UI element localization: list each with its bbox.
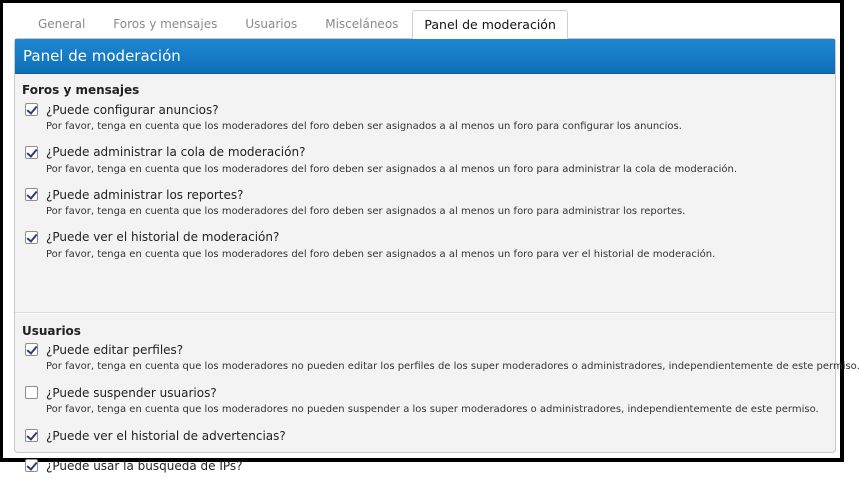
checkbox-mod-log[interactable] xyxy=(25,231,38,244)
permission-item-mod-log xyxy=(22,229,835,272)
checkbox-mod-queue[interactable] xyxy=(25,146,38,159)
tab-forums-posts[interactable]: Foros y mensajes xyxy=(113,17,218,31)
permission-label: ¿Puede editar perfiles? xyxy=(46,342,184,357)
permission-item-mod-queue xyxy=(22,144,835,187)
section-title: Usuarios xyxy=(22,324,81,338)
permission-item-reports xyxy=(22,186,835,229)
checkbox-warning-history[interactable] xyxy=(25,429,38,442)
permission-item-warning-history xyxy=(22,427,835,457)
tab-bar xyxy=(24,10,568,38)
permission-description: Por favor, tenga en cuenta que los moderadores del foro deben ser asignados a al menos un foro para administrar la cola de moderación. xyxy=(46,163,738,175)
checkbox-reports[interactable] xyxy=(25,188,38,201)
tab-misc[interactable]: Misceláneos xyxy=(325,17,399,31)
checkbox-ip-search[interactable] xyxy=(25,459,38,472)
permission-description: Por favor, tenga en cuenta que los moderadores no pueden suspender a los super moderadores o administradores, independientemente de este permiso. xyxy=(46,404,819,415)
tab-general[interactable]: General xyxy=(38,17,86,31)
checkbox-announcements[interactable] xyxy=(25,103,38,116)
panel-title: Panel de moderación xyxy=(15,39,835,74)
permission-item-edit-profiles xyxy=(22,341,860,384)
section-users xyxy=(15,313,860,487)
permission-item-suspend-users xyxy=(22,384,835,427)
permission-description: Por favor, tenga en cuenta que los moderadores del foro deben ser asignados a al menos un foro para administrar los reportes. xyxy=(46,206,686,217)
permission-label: ¿Puede administrar la cola de moderación? xyxy=(46,145,306,159)
moderation-panel xyxy=(14,38,860,473)
permission-label: ¿Puede usar la búsqueda de IPs? xyxy=(46,458,243,473)
permission-label: ¿Puede configurar anuncios? xyxy=(46,102,219,117)
permission-item-ip-search xyxy=(22,457,835,487)
permission-label: ¿Puede suspender usuarios? xyxy=(46,385,217,400)
checkbox-suspend-users[interactable] xyxy=(25,386,38,399)
permission-label: ¿Puede ver el historial de advertencias? xyxy=(46,428,286,443)
section-forums-posts xyxy=(15,74,835,313)
permission-description: Por favor, tenga en cuenta que los moderadores no pueden editar los perfiles de los super moderadores o administradores, independientemente de este permiso. xyxy=(46,361,860,372)
permission-description: Por favor, tenga en cuenta que los moderadores del foro deben ser asignados a al menos un foro para ver el historial de moderación. xyxy=(46,248,716,260)
permission-label: ¿Puede ver el historial de moderación? xyxy=(46,230,280,244)
tab-moderation-panel[interactable]: Panel de moderación xyxy=(412,10,567,39)
section-title: Foros y mensajes xyxy=(22,83,140,97)
permission-label: ¿Puede administrar los reportes? xyxy=(46,187,244,202)
tab-users[interactable]: Usuarios xyxy=(245,17,298,31)
permission-item-announcements xyxy=(22,101,835,144)
checkbox-edit-profiles[interactable] xyxy=(25,343,38,356)
permission-description: Por favor, tenga en cuenta que los moderadores del foro deben ser asignados a al menos un foro para configurar los anuncios. xyxy=(46,121,682,132)
